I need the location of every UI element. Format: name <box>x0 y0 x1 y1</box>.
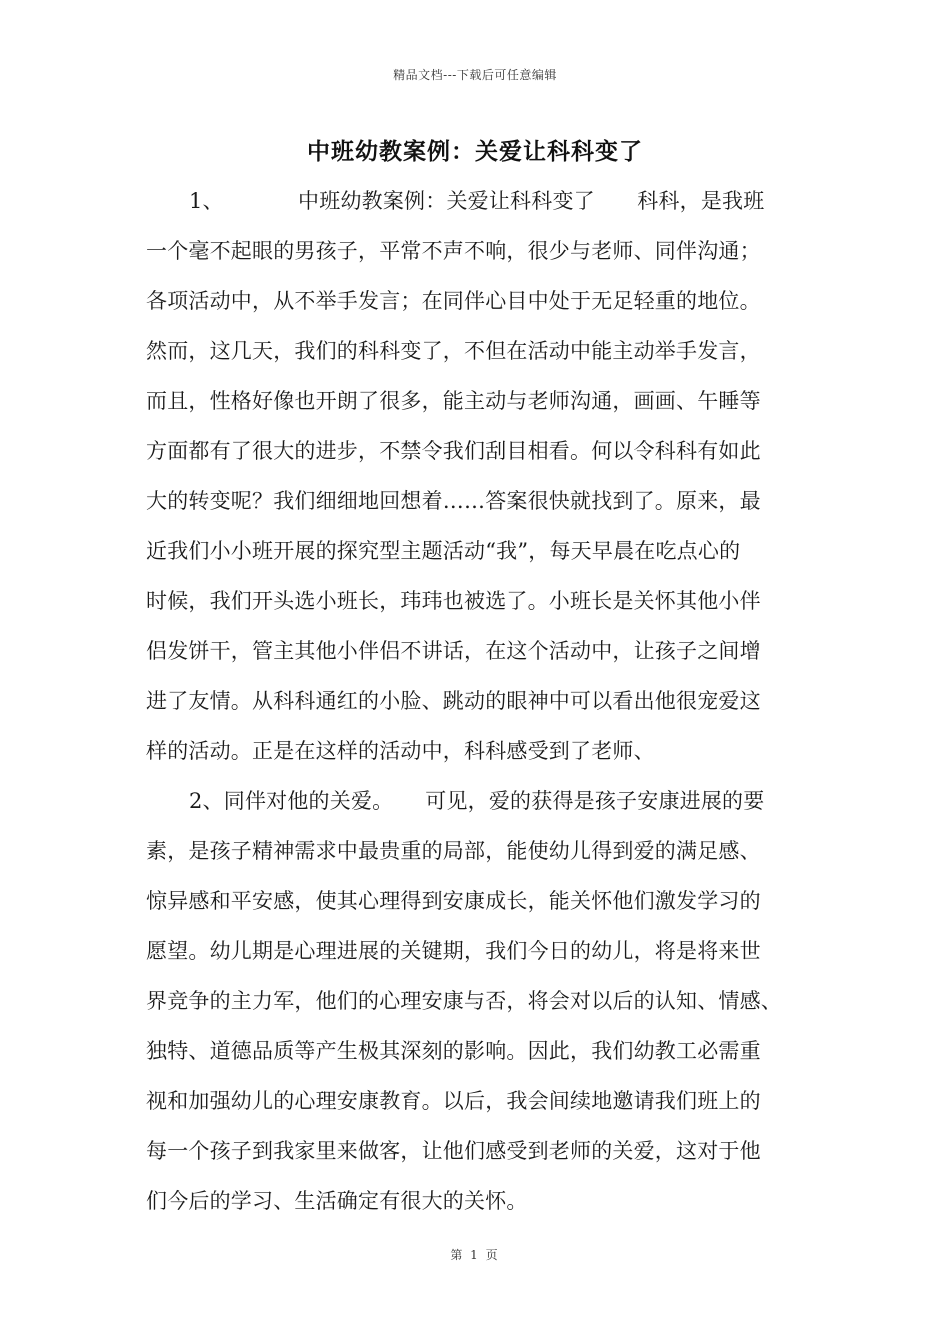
body-line-19: 视和加强幼儿的心理安康教育。以后，我会间续地邀请我们班上的 <box>146 1089 761 1113</box>
body-line-16: 愿望。幼儿期是心理进展的关键期，我们今日的幼儿，将是将来世 <box>146 939 761 963</box>
body-line-20: 每一个孩子到我家里来做客，让他们感受到老师的关爱，这对于他 <box>146 1139 761 1163</box>
document-title: 中班幼教案例：关爱让科科变了 <box>307 138 643 165</box>
body-line-3: 各项活动中，从不举手发言；在同伴心目中处于无足轻重的地位。 <box>146 289 761 313</box>
body-line-2: 一个毫不起眼的男孩子，平常不声不响，很少与老师、同伴沟通； <box>146 239 761 263</box>
page-number: 第 1 页 <box>450 1248 500 1262</box>
body-line-14: 素，是孩子精神需求中最贵重的局部，能使幼儿得到爱的满足感、 <box>146 839 761 863</box>
body-line-9: 时候，我们开头选小班长，玮玮也被选了。小班长是关怀其他小伴 <box>146 589 761 613</box>
body-line-13: 2、同伴对他的关爱。 可见，爱的获得是孩子安康进展的要 <box>189 789 765 813</box>
body-line-7: 大的转变呢？我们细细地回想着……答案很快就找到了。原来，最 <box>146 489 761 513</box>
body-line-15: 惊异感和平安感，使其心理得到安康成长，能关怀他们激发学习的 <box>146 889 761 913</box>
body-line-17: 界竞争的主力军，他们的心理安康与否，将会对以后的认知、情感、 <box>146 989 782 1013</box>
body-line-1: 1、 中班幼教案例：关爱让科科变了 科科，是我班 <box>189 189 765 213</box>
body-line-4: 然而，这几天，我们的科科变了，不但在活动中能主动举手发言， <box>146 339 761 363</box>
body-line-10: 侣发饼干，管主其他小伴侣不讲话，在这个活动中，让孩子之间增 <box>146 639 761 663</box>
body-line-5: 而且，性格好像也开朗了很多，能主动与老师沟通，画画、午睡等 <box>146 389 761 413</box>
page-header: 精品文档---下载后可任意编辑 <box>393 68 557 82</box>
body-line-6: 方面都有了很大的进步，不禁令我们刮目相看。何以令科科有如此 <box>146 439 761 463</box>
body-line-18: 独特、道德品质等产生极其深刻的影响。因此，我们幼教工必需重 <box>146 1039 761 1063</box>
body-line-21: 们今后的学习、生活确定有很大的关怀。 <box>146 1189 528 1213</box>
body-line-11: 进了友情。从科科通红的小脸、跳动的眼神中可以看出他很宠爱这 <box>146 689 761 713</box>
body-line-12: 样的活动。正是在这样的活动中，科科感受到了老师、 <box>146 739 655 763</box>
body-line-8: 近我们小小班开展的探究型主题活动“我”，每天早晨在吃点心的 <box>146 539 741 563</box>
